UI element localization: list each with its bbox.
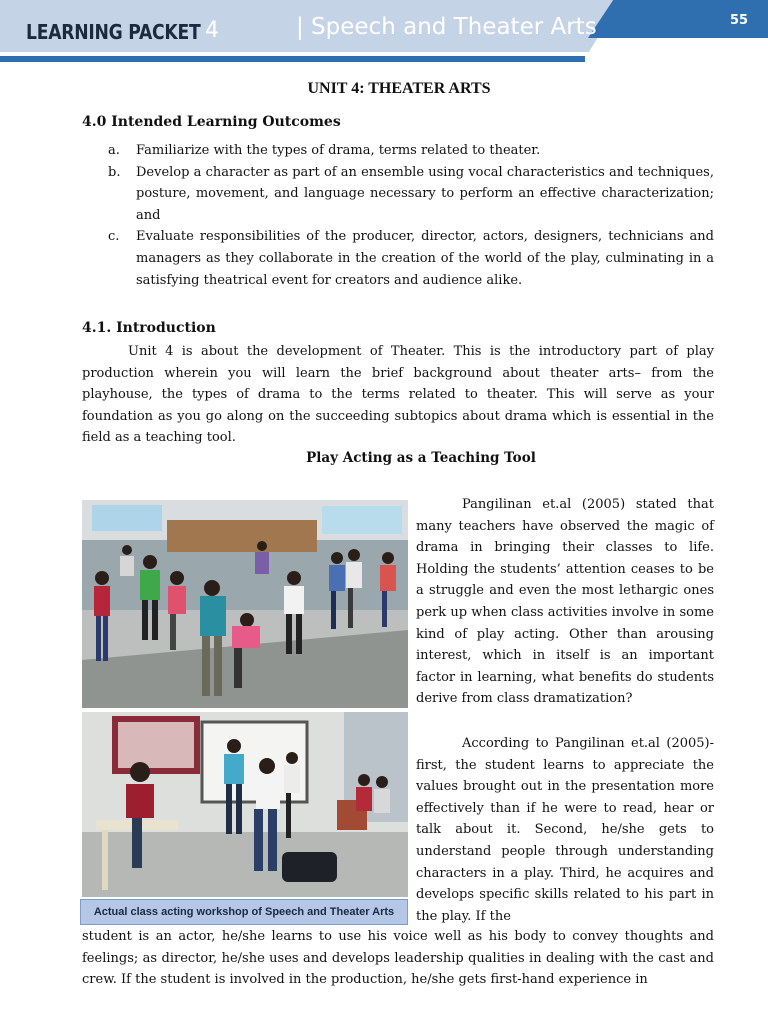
packet-title: LEARNING PACKET (26, 20, 201, 44)
photo-caption: Actual class acting workshop of Speech and Theater Arts (80, 899, 408, 925)
play-acting-paragraph-2: According to Pangilinan et.al (2005)- first, the student learns to appreciate the values brought out in the presentation more effectively than if he were to read, hear or talk about it. Second, he/she gets to understand people through understanding characters in a play. Third, he acquires and develops specific skills related to his part in the play. If the (416, 736, 714, 924)
outcome-item (108, 162, 714, 227)
outcomes-list (108, 140, 714, 291)
unit-title: UNIT 4: THEATER ARTS (307, 80, 491, 97)
play-acting-paragraph-1: Pangilinan et.al (2005) stated that many teachers have observed the magic of drama in bringing their classes to life. Holding the students’ attention ceases to be a struggle and even the most lethargic ones perk up when class activities involve in some kind of play acting. Other than arousing interest, which in itself is an important factor in learning, what benefits do students derive from class dramatization? (416, 497, 714, 707)
introduction-heading: 4.1. Introduction (82, 320, 216, 336)
outcome-text: Develop a character as part of an ensemble using vocal characteristics and techniques, posture, movement, and language necessary to perform an effective characterization; and (136, 164, 714, 223)
outcome-text: Familiarize with the types of drama, terms related to theater. (136, 143, 541, 158)
outcomes-heading: 4.0 Intended Learning Outcomes (82, 114, 341, 130)
workshop-photo-dance (82, 500, 408, 708)
play-acting-heading: Play Acting as a Teaching Tool (306, 450, 536, 466)
header-underline (0, 56, 585, 62)
outcome-letter: a. (108, 143, 120, 158)
introduction-paragraph: Unit 4 is about the development of Theater. This is the introductory part of play production wherein you will learn the brief background about theater arts– from the playhouse, the types of drama to the terms related to theater. This will serve as your foundation as you go along on the succeeding subtopics about drama which is essential in the field as a teaching tool. (82, 344, 714, 446)
outcome-item (108, 226, 714, 291)
outcome-letter: b. (108, 164, 121, 180)
subject-title: | Speech and Theater Arts (296, 14, 597, 40)
packet-number: 4 (205, 18, 219, 43)
outcome-text: Evaluate responsibilities of the producer, director, actors, designers, technicians and managers as they collaborate in the creation of the world of the play, culminating in a satisfying theatrical event for creators and audience alike. (136, 229, 714, 288)
outcome-letter: c. (108, 229, 120, 245)
page-number: 55 (730, 13, 749, 28)
workshop-photo-scene (82, 712, 408, 897)
outcome-item (108, 140, 714, 162)
play-acting-paragraph-2-continued: student is an actor, he/she learns to use his voice well as his body to convey thoughts and feelings; as director, he/she uses and develops leadership qualities in dealing with the cast and crew. If the student is involved in the production, he/she gets first-hand experience in (82, 929, 714, 988)
